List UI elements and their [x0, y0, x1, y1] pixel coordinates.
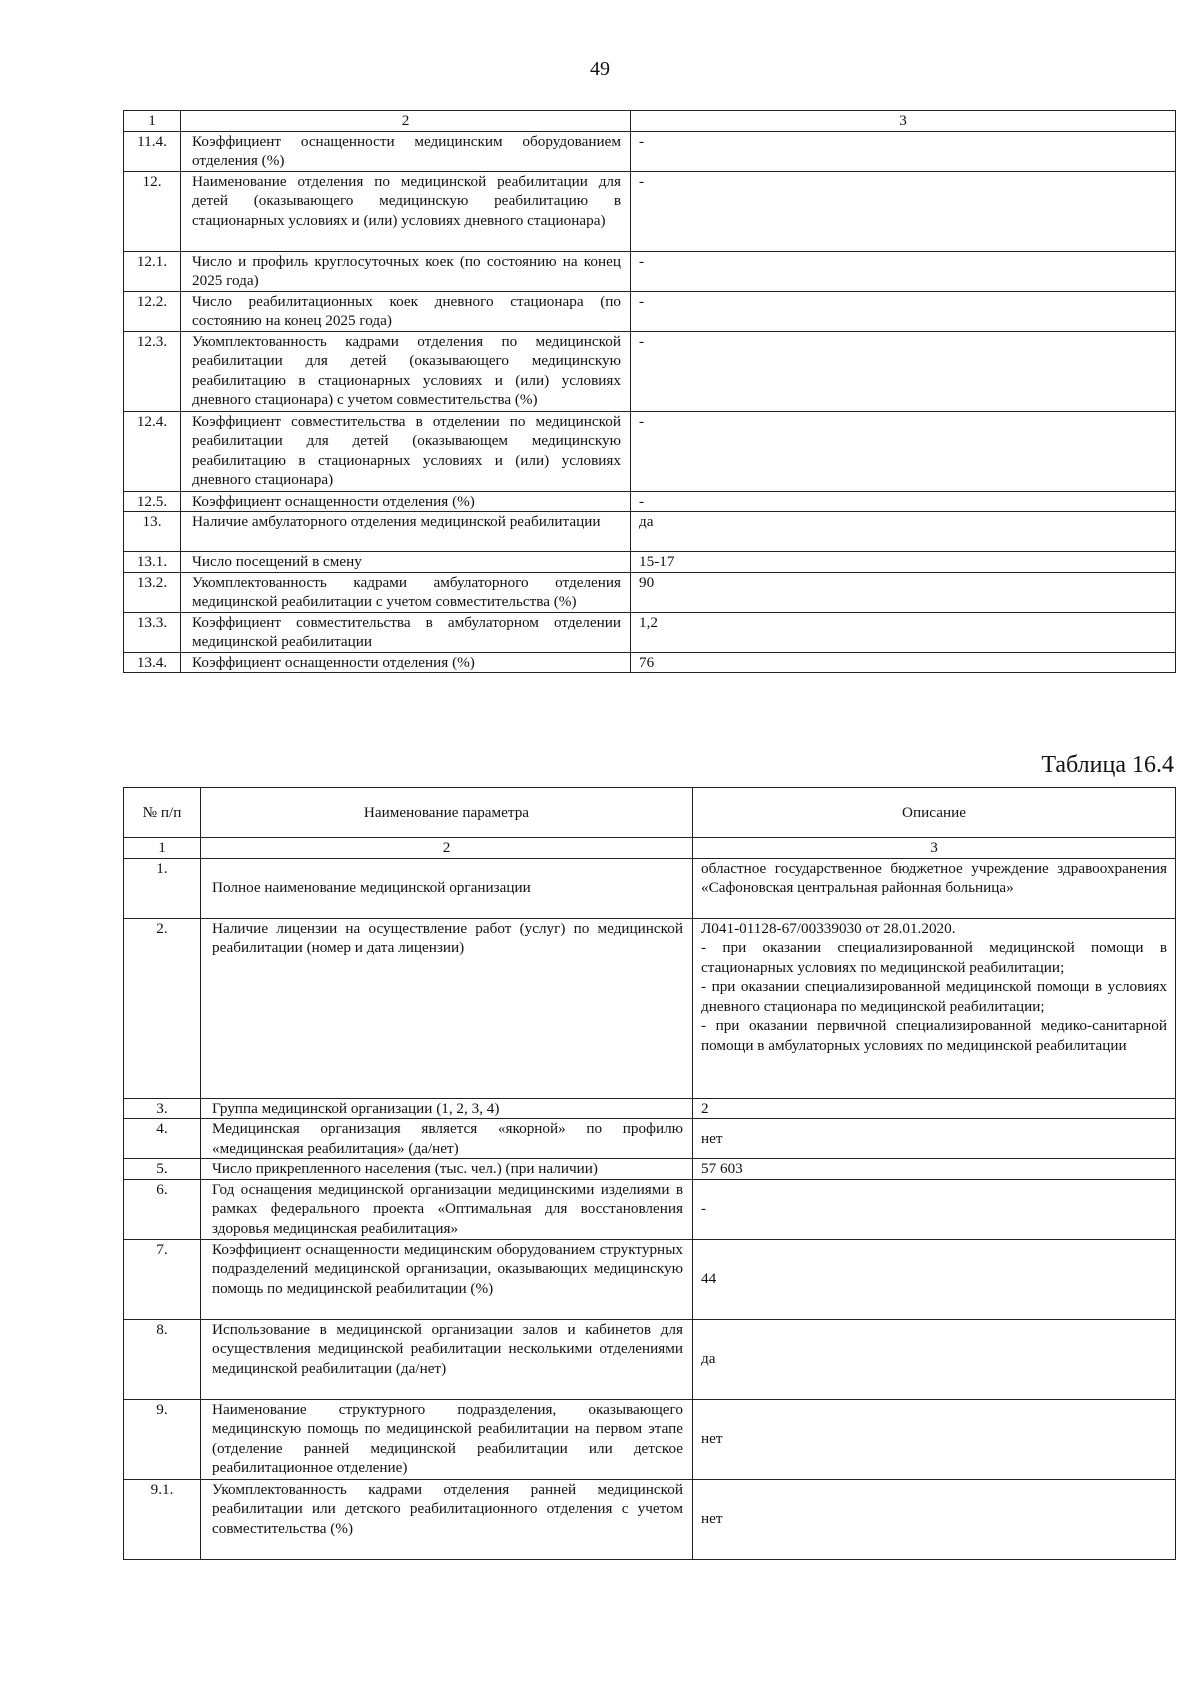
parameter-value: -	[631, 251, 1176, 291]
parameter-name: Наименование отделения по медицинской реабилитации для детей (оказывающего медицинскую реабилитацию в стационарных условиях и (или) условиях дневного стационара)	[181, 171, 631, 251]
parameter-value: -	[631, 331, 1176, 411]
table-row	[124, 1179, 1176, 1239]
parameter-value: 90	[631, 572, 1176, 612]
parameter-value: -	[631, 291, 1176, 331]
row-number: 13.2.	[124, 572, 181, 612]
row-number: 9.1.	[124, 1479, 201, 1559]
column-number-3: 3	[631, 111, 1176, 132]
table-row	[124, 858, 1176, 918]
parameter-name: Год оснащения медицинской организации медицинскими изделиями в рамках федерального проекта «Оптимальная для восстановления здоровья медицинская реабилитация»	[201, 1179, 693, 1239]
parameter-name: Число реабилитационных коек дневного стационара (по состоянию на конец 2025 года)	[181, 291, 631, 331]
parameter-value: -	[631, 411, 1176, 491]
row-number: 12.2.	[124, 291, 181, 331]
table-row	[124, 171, 1176, 251]
parameter-name: Укомплектованность кадрами амбулаторного отделения медицинской реабилитации с учетом совместительства (%)	[181, 572, 631, 612]
header-description: Описание	[693, 788, 1176, 838]
header-number: № п/п	[124, 788, 201, 838]
table-header-row	[124, 788, 1176, 838]
row-number: 3.	[124, 1098, 201, 1119]
parameter-value: 2	[693, 1098, 1176, 1119]
table-row	[124, 131, 1176, 171]
table-caption: Таблица 16.4	[1041, 752, 1174, 778]
column-number-2: 2	[201, 838, 693, 859]
parameter-value: 57 603	[693, 1159, 1176, 1180]
license-item: - при оказании специализированной медицинской помощи в стационарных условиях по медицинской реабилитации;	[701, 939, 1167, 976]
table-row	[124, 918, 1176, 1098]
parameter-name: Группа медицинской организации (1, 2, 3, 4)	[201, 1098, 693, 1119]
license-item: - при оказании первичной специализированной медико-санитарной помощи в амбулаторных условиях по медицинской реабилитации	[701, 1017, 1167, 1054]
parameter-value: 44	[693, 1239, 1176, 1319]
row-number: 12.3.	[124, 331, 181, 411]
parameter-name: Коэффициент оснащенности медицинским оборудованием отделения (%)	[181, 131, 631, 171]
parameter-value: нет	[693, 1399, 1176, 1479]
row-number: 2.	[124, 918, 201, 1098]
parameter-name: Наименование структурного подразделения, оказывающего медицинскую помощь по медицинской реабилитации на первом этапе (отделение ранней медицинской реабилитации или детское реабилитационное отделение)	[201, 1399, 693, 1479]
parameter-value: 15-17	[631, 552, 1176, 573]
row-number: 12.5.	[124, 491, 181, 512]
parameter-value: -	[631, 131, 1176, 171]
parameter-value: -	[693, 1179, 1176, 1239]
header-parameter-name: Наименование параметра	[201, 788, 693, 838]
row-number: 6.	[124, 1179, 201, 1239]
license-number: Л041-01128-67/00339030 от 28.01.2020.	[701, 919, 956, 937]
table-row	[124, 552, 1176, 573]
table-row	[124, 331, 1176, 411]
row-number: 12.1.	[124, 251, 181, 291]
parameter-name: Число и профиль круглосуточных коек (по состоянию на конец 2025 года)	[181, 251, 631, 291]
row-number: 12.	[124, 171, 181, 251]
parameter-value: да	[693, 1319, 1176, 1399]
table-row	[124, 1399, 1176, 1479]
parameter-name: Полное наименование медицинской организации	[201, 858, 693, 918]
column-number-1: 1	[124, 838, 201, 859]
table-16-4	[123, 787, 1176, 1560]
column-number-1: 1	[124, 111, 181, 132]
row-number: 13.3.	[124, 612, 181, 652]
row-number: 1.	[124, 858, 201, 918]
row-number: 11.4.	[124, 131, 181, 171]
parameter-name: Число прикрепленного населения (тыс. чел.) (при наличии)	[201, 1159, 693, 1180]
parameter-name: Медицинская организация является «якорной» по профилю «медицинская реабилитация» (да/нет)	[201, 1119, 693, 1159]
table-header-row	[124, 111, 1176, 132]
table-row	[124, 1239, 1176, 1319]
parameter-name: Использование в медицинской организации залов и кабинетов для осуществления медицинской реабилитации несколькими отделениями медицинской реабилитации (да/нет)	[201, 1319, 693, 1399]
column-number-2: 2	[181, 111, 631, 132]
parameter-value: нет	[693, 1119, 1176, 1159]
table-row	[124, 291, 1176, 331]
row-number: 13.1.	[124, 552, 181, 573]
row-number: 8.	[124, 1319, 201, 1399]
page-number: 49	[590, 58, 610, 80]
parameter-name: Укомплектованность кадрами отделения ранней медицинской реабилитации или детского реабилитационного отделения с учетом совместительства (%)	[201, 1479, 693, 1559]
row-number: 12.4.	[124, 411, 181, 491]
parameter-name: Коэффициент оснащенности отделения (%)	[181, 652, 631, 673]
parameter-name: Коэффициент совместительства в амбулаторном отделении медицинской реабилитации	[181, 612, 631, 652]
parameter-name: Коэффициент совместительства в отделении по медицинской реабилитации для детей (оказывающем медицинскую реабилитацию в стационарных условиях и (или) условиях дневного стационара)	[181, 411, 631, 491]
row-number: 13.	[124, 512, 181, 552]
row-number: 9.	[124, 1399, 201, 1479]
row-number: 4.	[124, 1119, 201, 1159]
table-row	[124, 1159, 1176, 1180]
parameter-value: областное государственное бюджетное учреждение здравоохранения «Сафоновская центральная районная больница»	[693, 858, 1176, 918]
table-row	[124, 1119, 1176, 1159]
parameter-name: Наличие лицензии на осуществление работ (услуг) по медицинской реабилитации (номер и дата лицензии)	[201, 918, 693, 1098]
table-row	[124, 491, 1176, 512]
row-number: 13.4.	[124, 652, 181, 673]
table-row	[124, 512, 1176, 552]
parameter-value: нет	[693, 1479, 1176, 1559]
parameter-value: да	[631, 512, 1176, 552]
table-row	[124, 652, 1176, 673]
row-number: 7.	[124, 1239, 201, 1319]
table-row	[124, 411, 1176, 491]
parameter-value: -	[631, 491, 1176, 512]
table-continuation	[123, 110, 1176, 673]
parameter-name: Число посещений в смену	[181, 552, 631, 573]
column-number-3: 3	[693, 838, 1176, 859]
parameter-value: 1,2	[631, 612, 1176, 652]
table-row	[124, 1479, 1176, 1559]
parameter-name: Коэффициент оснащенности отделения (%)	[181, 491, 631, 512]
table-row	[124, 1319, 1176, 1399]
parameter-name: Наличие амбулаторного отделения медицинской реабилитации	[181, 512, 631, 552]
table-row	[124, 251, 1176, 291]
license-item: - при оказании специализированной медицинской помощи в условиях дневного стационара по медицинской реабилитации;	[701, 978, 1167, 1015]
table-row	[124, 612, 1176, 652]
parameter-value: 76	[631, 652, 1176, 673]
table-row	[124, 1098, 1176, 1119]
row-number: 5.	[124, 1159, 201, 1180]
parameter-name: Коэффициент оснащенности медицинским оборудованием структурных подразделений медицинской организации, оказывающих медицинскую помощь по медицинской реабилитации (%)	[201, 1239, 693, 1319]
license-details	[693, 918, 1176, 1098]
parameter-name: Укомплектованность кадрами отделения по медицинской реабилитации для детей (оказывающего медицинскую реабилитацию в стационарных условиях и (или) условиях дневного стационара) с учетом совместительства (%)	[181, 331, 631, 411]
table-subheader-row	[124, 838, 1176, 859]
table-row	[124, 572, 1176, 612]
parameter-value: -	[631, 171, 1176, 251]
